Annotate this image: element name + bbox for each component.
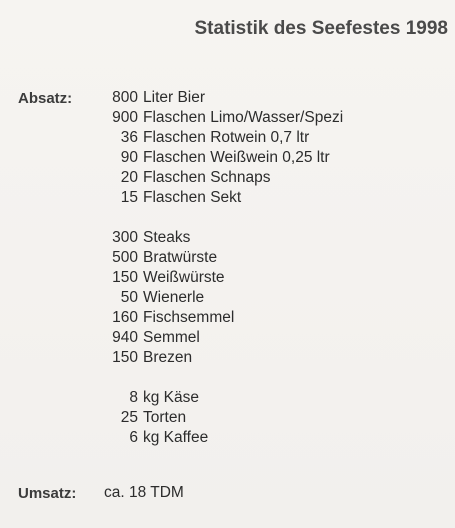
item-description: Steaks [143,229,191,246]
item-description: kg Kaffee [143,429,209,446]
item-quantity: 900 [112,109,138,126]
item-quantity: 500 [112,249,138,266]
item-description: Flaschen Limo/Wasser/Spezi [143,109,344,126]
item-description: Wienerle [143,289,205,306]
item-quantity: 150 [112,269,138,286]
item-description: Torten [143,409,187,426]
absatz-item [104,228,343,248]
absatz-item [104,408,343,428]
umsatz-label: Umsatz: [18,485,77,502]
item-description: Flaschen Weißwein 0,25 ltr [143,149,330,166]
absatz-list [104,88,343,448]
absatz-item [104,148,343,168]
item-description: Flaschen Schnaps [143,169,271,186]
item-description: Flaschen Rotwein 0,7 ltr [143,129,310,146]
absatz-item [104,268,343,288]
item-description: Weißwürste [143,269,225,286]
item-quantity: 90 [120,149,138,166]
item-quantity: 6 [129,429,138,446]
group-spacer [104,368,343,388]
item-quantity: 300 [112,229,138,246]
absatz-item [104,328,343,348]
item-quantity: 150 [112,349,138,366]
absatz-item [104,288,343,308]
umsatz-value: ca. 18 TDM [104,484,184,501]
item-description: Liter Bier [143,89,206,106]
item-description: Brezen [143,349,193,366]
item-description: Flaschen Sekt [143,189,242,206]
item-quantity: 36 [120,129,138,146]
absatz-item [104,168,343,188]
absatz-item [104,88,343,108]
item-description: Semmel [143,329,200,346]
item-quantity: 800 [112,89,138,106]
absatz-item [104,428,343,448]
item-description: kg Käse [143,389,200,406]
item-quantity: 20 [120,169,138,186]
absatz-item [104,188,343,208]
item-description: Fischsemmel [143,309,235,326]
absatz-item [104,348,343,368]
item-quantity: 160 [112,309,138,326]
item-quantity: 15 [120,189,138,206]
item-quantity: 25 [120,409,138,426]
item-quantity: 50 [120,289,138,306]
item-quantity: 940 [112,329,138,346]
item-quantity: 8 [129,389,138,406]
absatz-item [104,248,343,268]
absatz-label: Absatz: [18,90,73,107]
group-spacer [104,208,343,228]
absatz-item [104,128,343,148]
item-description: Bratwürste [143,249,218,266]
absatz-item [104,308,343,328]
document-title: Statistik des Seefestes 1998 [194,18,448,39]
absatz-item [104,108,343,128]
absatz-item [104,388,343,408]
